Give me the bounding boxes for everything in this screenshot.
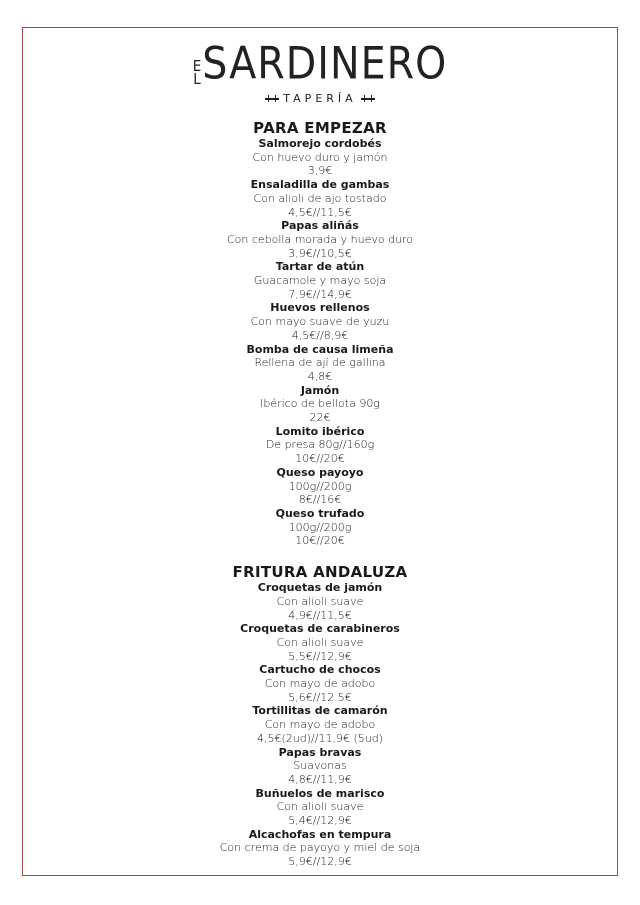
menu-item-name: Huevos rellenos [270, 301, 370, 315]
menu-item [0, 137, 640, 178]
menu-item-description: Con mayo suave de yuzu [250, 315, 390, 329]
menu-section [0, 564, 640, 869]
logo-name: SARDINERO [202, 37, 448, 90]
menu-item-description: Con alioli suave [276, 800, 364, 814]
menu-item-name: Croquetas de carabineros [240, 622, 400, 636]
menu [0, 120, 640, 869]
menu-item-price: 10€//20€ [295, 534, 345, 548]
menu-item [0, 343, 640, 384]
menu-item [0, 260, 640, 301]
menu-item-description: De presa 80g//160g [265, 438, 375, 452]
menu-item [0, 384, 640, 425]
menu-item-description: Guacamole y mayo soja [253, 274, 387, 288]
logo-prefix-bottom: L [193, 70, 201, 88]
menu-item-description: Ibérico de bellota 90g [260, 397, 380, 411]
menu-item-price: 4,5€//11,5€ [288, 205, 352, 219]
menu-item-price: 10€//20€ [295, 452, 345, 466]
menu-item-name: Salmorejo cordobés [258, 137, 382, 150]
menu-item-price: 4,5€//8,9€ [291, 328, 349, 342]
menu-item [0, 787, 640, 828]
logo-prefix [192, 57, 202, 88]
decorative-ornament-left-icon [265, 95, 279, 102]
menu-item [0, 466, 640, 507]
section-title: FRITURA ANDALUZA [232, 563, 408, 582]
menu-item-description: 100g//200g [288, 479, 352, 493]
menu-item-description: Con mayo de adobo [264, 718, 376, 732]
menu-item-name: Cartucho de chocos [259, 663, 381, 677]
menu-item [0, 746, 640, 787]
menu-item-price: 7,9€//14,9€ [288, 287, 352, 301]
menu-item-price: 8€//16€ [298, 493, 342, 507]
menu-item-name: Papas bravas [278, 745, 362, 759]
section-title: PARA EMPEZAR [253, 119, 387, 137]
menu-item-description: Con cebolla morada y huevo duro [226, 232, 414, 246]
menu-item-name: Alcachofas en tempura [248, 827, 392, 841]
menu-item [0, 704, 640, 745]
tagline [0, 92, 640, 105]
tagline-text: TAPERÍA [283, 92, 357, 105]
menu-item-name: Ensaladilla de gambas [250, 178, 390, 192]
menu-item [0, 301, 640, 342]
menu-item-name: Queso trufado [275, 506, 365, 520]
restaurant-logo [0, 37, 640, 105]
menu-item-description: Suavonas [293, 759, 347, 773]
menu-item-description: Con huevo duro y jamón [252, 150, 388, 164]
menu-item-name: Jamón [300, 383, 340, 397]
menu-item-description: Con alioli suave [276, 635, 364, 649]
menu-item [0, 178, 640, 219]
menu-item [0, 663, 640, 704]
logo-prefix-top: E [192, 57, 202, 75]
menu-item [0, 622, 640, 663]
menu-item-name: Croquetas de jamón [257, 581, 383, 595]
menu-item-price: 4,5€(2ud)//11,9€ (5ud) [257, 731, 383, 745]
menu-item-description: Con mayo de adobo [264, 677, 376, 691]
menu-item-description: Con crema de payoyo y miel de soja [219, 841, 421, 855]
menu-item-name: Bomba de causa limeña [246, 342, 394, 356]
menu-item-price: 4,8€//11,9€ [288, 772, 352, 786]
menu-item-price: 5,4€//12,9€ [288, 814, 352, 828]
menu-item [0, 507, 640, 548]
menu-item-name: Queso payoyo [276, 465, 364, 479]
menu-item-name: Tartar de atún [275, 260, 365, 274]
menu-item [0, 828, 640, 869]
menu-item [0, 219, 640, 260]
menu-item-price: 4,8€ [307, 369, 333, 383]
menu-item-price: 3,9€ [307, 164, 333, 178]
menu-item-price: 5,9€//12,9€ [288, 855, 352, 869]
menu-item-name: Buñuelos de marisco [255, 786, 385, 800]
menu-item-name: Papas aliñás [281, 219, 359, 233]
menu-item-description: 100g//200g [288, 520, 352, 534]
menu-item-price: 4,9€//11,5€ [288, 608, 352, 622]
menu-item-price: 22€ [309, 411, 331, 425]
menu-item-description: Con alioli de ajo tostado [253, 191, 387, 205]
decorative-ornament-right-icon [361, 95, 375, 102]
menu-item-price: 5,5€//12,9€ [288, 649, 352, 663]
menu-item [0, 425, 640, 466]
menu-item-description: Rellena de ají de gallina [254, 356, 386, 370]
menu-section [0, 120, 640, 548]
menu-item-description: Con alioli suave [276, 594, 364, 608]
menu-item-price: 3,9€//10,5€ [288, 246, 352, 260]
menu-item-price: 5,6€//12.5€ [288, 690, 352, 704]
menu-item-name: Lomito ibérico [275, 424, 365, 438]
menu-item-name: Tortillitas de camarón [252, 704, 388, 718]
menu-item [0, 581, 640, 622]
